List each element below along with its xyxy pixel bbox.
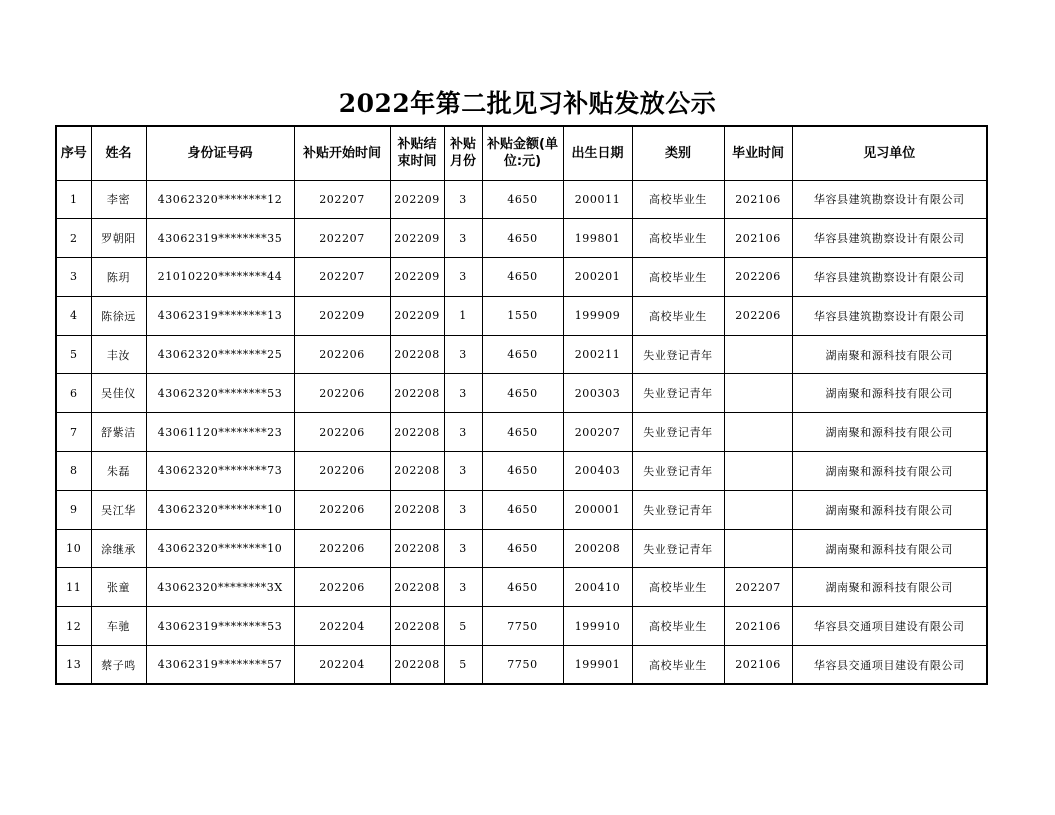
cell-unit: 湖南聚和源科技有限公司 [792,335,987,374]
col-amount-header: 补贴金额(单位:元) [482,126,563,180]
table-row [56,296,987,335]
table-row [56,180,987,219]
cell-graduation: 202206 [724,258,792,297]
cell-unit: 湖南聚和源科技有限公司 [792,413,987,452]
table-row [56,607,987,646]
table-row [56,529,987,568]
table-row [56,374,987,413]
cell-graduation: 202206 [724,296,792,335]
cell-end: 202208 [390,335,444,374]
cell-months: 1 [444,296,482,335]
cell-start: 202204 [294,607,390,646]
cell-graduation [724,413,792,452]
col-id-number-header: 身份证号码 [146,126,294,180]
cell-end: 202209 [390,219,444,258]
cell-start: 202207 [294,219,390,258]
cell-end: 202209 [390,296,444,335]
cell-months: 3 [444,568,482,607]
cell-birth: 200410 [563,568,632,607]
cell-index: 7 [56,413,91,452]
cell-graduation: 202106 [724,646,792,685]
cell-index: 11 [56,568,91,607]
cell-birth: 200201 [563,258,632,297]
cell-category: 失业登记青年 [632,452,724,491]
cell-end: 202209 [390,180,444,219]
cell-name: 陈徐远 [91,296,146,335]
cell-birth: 199801 [563,219,632,258]
cell-months: 3 [444,219,482,258]
table-row [56,335,987,374]
cell-id-number: 43062319********57 [146,646,294,685]
cell-months: 3 [444,180,482,219]
cell-category: 失业登记青年 [632,374,724,413]
col-index-header: 序号 [56,126,91,180]
cell-birth: 200001 [563,490,632,529]
cell-end: 202208 [390,413,444,452]
cell-amount: 4650 [482,413,563,452]
cell-id-number: 43062319********35 [146,219,294,258]
cell-start: 202206 [294,413,390,452]
cell-name: 罗朝阳 [91,219,146,258]
table-row [56,258,987,297]
col-category-header: 类别 [632,126,724,180]
cell-amount: 4650 [482,180,563,219]
cell-name: 吴江华 [91,490,146,529]
cell-id-number: 21010220********44 [146,258,294,297]
cell-amount: 4650 [482,258,563,297]
cell-unit: 湖南聚和源科技有限公司 [792,374,987,413]
cell-id-number: 43062320********25 [146,335,294,374]
cell-months: 3 [444,529,482,568]
cell-start: 202206 [294,335,390,374]
cell-months: 5 [444,646,482,685]
cell-months: 5 [444,607,482,646]
cell-birth: 200211 [563,335,632,374]
cell-name: 陈玥 [91,258,146,297]
table-body [56,180,987,684]
cell-id-number: 43061120********23 [146,413,294,452]
cell-graduation: 202106 [724,607,792,646]
cell-unit: 湖南聚和源科技有限公司 [792,529,987,568]
cell-unit: 湖南聚和源科技有限公司 [792,452,987,491]
cell-graduation [724,335,792,374]
cell-category: 高校毕业生 [632,258,724,297]
cell-index: 6 [56,374,91,413]
cell-unit: 华容县建筑勘察设计有限公司 [792,258,987,297]
cell-unit: 华容县交通项目建设有限公司 [792,607,987,646]
cell-start: 202209 [294,296,390,335]
cell-index: 5 [56,335,91,374]
document-title: 2022年第二批见习补贴发放公示 [338,89,717,118]
cell-index: 1 [56,180,91,219]
col-unit-header: 见习单位 [792,126,987,180]
cell-amount: 4650 [482,374,563,413]
cell-birth: 200208 [563,529,632,568]
table-row [56,646,987,685]
cell-amount: 4650 [482,335,563,374]
subsidy-table [55,125,988,685]
cell-end: 202208 [390,568,444,607]
cell-months: 3 [444,413,482,452]
cell-end: 202208 [390,529,444,568]
cell-start: 202206 [294,529,390,568]
cell-end: 202208 [390,374,444,413]
cell-amount: 4650 [482,452,563,491]
col-graduation-header: 毕业时间 [724,126,792,180]
cell-name: 车驰 [91,607,146,646]
table-row [56,490,987,529]
cell-graduation [724,490,792,529]
cell-index: 13 [56,646,91,685]
cell-amount: 1550 [482,296,563,335]
cell-graduation [724,374,792,413]
cell-index: 10 [56,529,91,568]
cell-birth: 199909 [563,296,632,335]
col-end-header: 补贴结束时间 [390,126,444,180]
cell-name: 蔡子鸣 [91,646,146,685]
cell-category: 失业登记青年 [632,529,724,568]
cell-end: 202208 [390,452,444,491]
cell-months: 3 [444,258,482,297]
cell-end: 202209 [390,258,444,297]
cell-name: 涂继承 [91,529,146,568]
col-start-header: 补贴开始时间 [294,126,390,180]
cell-graduation: 202106 [724,219,792,258]
cell-category: 高校毕业生 [632,296,724,335]
cell-start: 202207 [294,180,390,219]
cell-start: 202206 [294,374,390,413]
col-name-header: 姓名 [91,126,146,180]
cell-index: 2 [56,219,91,258]
cell-amount: 4650 [482,529,563,568]
cell-category: 高校毕业生 [632,568,724,607]
cell-months: 3 [444,335,482,374]
cell-amount: 4650 [482,568,563,607]
cell-amount: 4650 [482,219,563,258]
col-months-header: 补贴月份 [444,126,482,180]
table-row [56,452,987,491]
cell-birth: 200303 [563,374,632,413]
cell-amount: 7750 [482,646,563,685]
cell-id-number: 43062320********73 [146,452,294,491]
cell-category: 失业登记青年 [632,413,724,452]
cell-category: 高校毕业生 [632,219,724,258]
cell-category: 高校毕业生 [632,180,724,219]
cell-months: 3 [444,452,482,491]
cell-unit: 华容县交通项目建设有限公司 [792,646,987,685]
cell-index: 9 [56,490,91,529]
cell-months: 3 [444,490,482,529]
cell-name: 张童 [91,568,146,607]
cell-id-number: 43062319********53 [146,607,294,646]
cell-name: 丰汝 [91,335,146,374]
cell-graduation: 202207 [724,568,792,607]
cell-end: 202208 [390,607,444,646]
cell-amount: 7750 [482,607,563,646]
cell-start: 202204 [294,646,390,685]
cell-start: 202206 [294,568,390,607]
cell-id-number: 43062320********10 [146,529,294,568]
cell-unit: 华容县建筑勘察设计有限公司 [792,219,987,258]
cell-unit: 华容县建筑勘察设计有限公司 [792,296,987,335]
col-birth-header: 出生日期 [563,126,632,180]
cell-unit: 华容县建筑勘察设计有限公司 [792,180,987,219]
table-row [56,568,987,607]
cell-index: 8 [56,452,91,491]
table-row [56,219,987,258]
cell-graduation [724,529,792,568]
header-row [56,126,987,180]
cell-id-number: 43062320********10 [146,490,294,529]
cell-category: 高校毕业生 [632,646,724,685]
cell-birth: 200403 [563,452,632,491]
cell-months: 3 [444,374,482,413]
cell-id-number: 43062319********13 [146,296,294,335]
cell-name: 朱磊 [91,452,146,491]
cell-index: 3 [56,258,91,297]
cell-graduation: 202106 [724,180,792,219]
cell-id-number: 43062320********12 [146,180,294,219]
cell-end: 202208 [390,646,444,685]
cell-id-number: 43062320********3X [146,568,294,607]
cell-category: 失业登记青年 [632,490,724,529]
cell-name: 吴佳仪 [91,374,146,413]
cell-name: 舒紫洁 [91,413,146,452]
cell-unit: 湖南聚和源科技有限公司 [792,490,987,529]
cell-birth: 200207 [563,413,632,452]
cell-unit: 湖南聚和源科技有限公司 [792,568,987,607]
cell-graduation [724,452,792,491]
cell-id-number: 43062320********53 [146,374,294,413]
cell-start: 202206 [294,452,390,491]
cell-index: 4 [56,296,91,335]
cell-category: 失业登记青年 [632,335,724,374]
cell-birth: 200011 [563,180,632,219]
cell-amount: 4650 [482,490,563,529]
cell-start: 202207 [294,258,390,297]
cell-index: 12 [56,607,91,646]
cell-start: 202206 [294,490,390,529]
cell-birth: 199910 [563,607,632,646]
cell-end: 202208 [390,490,444,529]
cell-birth: 199901 [563,646,632,685]
cell-name: 李密 [91,180,146,219]
cell-category: 高校毕业生 [632,607,724,646]
table-row [56,413,987,452]
